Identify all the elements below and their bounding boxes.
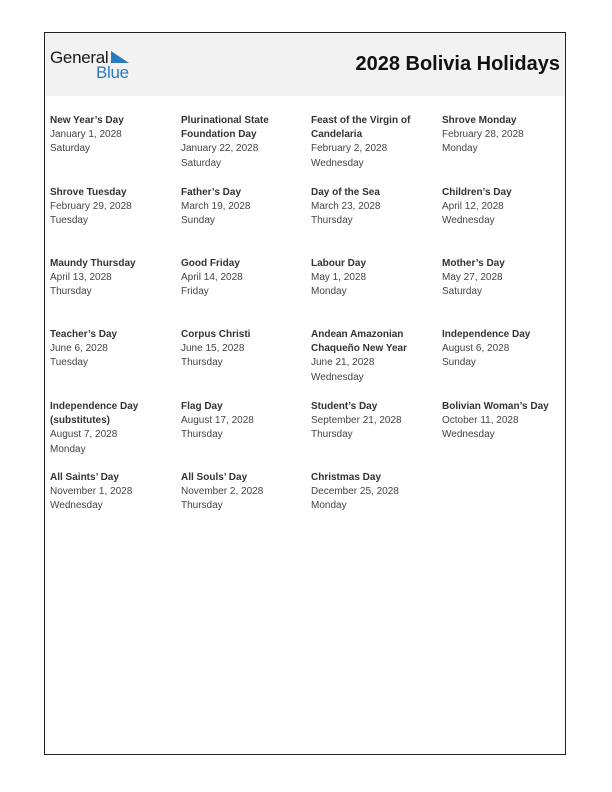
holiday-entry <box>442 257 567 300</box>
holiday-date: October 11, 2028 <box>442 415 519 427</box>
holiday-date: August 7, 2028 <box>50 429 118 441</box>
holiday-date: September 21, 2028 <box>311 415 402 427</box>
holiday-name: Independence Day (substitutes) <box>50 401 139 427</box>
logo-triangle-icon <box>111 51 129 63</box>
holiday-entry <box>311 257 436 300</box>
holiday-name: Student’s Day <box>311 401 378 412</box>
holiday-weekday: Thursday <box>311 215 353 227</box>
logo-word-blue: Blue <box>96 63 129 82</box>
holiday-date: August 17, 2028 <box>181 415 254 427</box>
holiday-weekday: Sunday <box>442 357 476 369</box>
holiday-name: Independence Day <box>442 329 531 340</box>
holiday-date: January 22, 2028 <box>181 143 259 155</box>
holiday-name: New Year’s Day <box>50 115 124 126</box>
holiday-weekday: Monday <box>311 500 347 512</box>
holiday-weekday: Monday <box>311 286 347 298</box>
holiday-entry <box>181 257 306 300</box>
holiday-entry <box>442 186 567 229</box>
holiday-weekday: Wednesday <box>311 157 364 169</box>
holiday-entry <box>50 186 175 229</box>
holiday-entry <box>50 471 175 514</box>
holiday-weekday: Thursday <box>181 429 223 441</box>
holiday-weekday: Wednesday <box>50 500 103 512</box>
holiday-date: April 13, 2028 <box>50 272 112 284</box>
holiday-date: February 2, 2028 <box>311 143 388 155</box>
generalblue-logo <box>50 48 140 82</box>
holiday-entry <box>181 471 306 514</box>
holiday-date: April 14, 2028 <box>181 272 243 284</box>
holiday-weekday: Wednesday <box>442 215 495 227</box>
holiday-weekday: Saturday <box>181 157 222 169</box>
holiday-date: June 6, 2028 <box>50 343 108 355</box>
holiday-entry <box>181 114 306 171</box>
holiday-name: All Saints’ Day <box>50 472 119 483</box>
holiday-name: Good Friday <box>181 258 240 269</box>
holiday-date: April 12, 2028 <box>442 201 504 213</box>
holiday-name: Flag Day <box>181 401 223 412</box>
holiday-name: Labour Day <box>311 258 367 269</box>
holiday-entry <box>181 186 306 229</box>
holiday-weekday: Saturday <box>442 286 483 298</box>
holiday-entry <box>50 257 175 300</box>
header-band <box>45 33 565 96</box>
holiday-date: June 15, 2028 <box>181 343 245 355</box>
holiday-weekday: Monday <box>442 143 478 155</box>
holiday-weekday: Thursday <box>181 500 223 512</box>
holiday-name: Corpus Christi <box>181 329 251 340</box>
holiday-name: Maundy Thursday <box>50 258 136 269</box>
holiday-date: January 1, 2028 <box>50 129 122 141</box>
holiday-weekday: Thursday <box>311 429 353 441</box>
holiday-entry <box>442 400 567 443</box>
holiday-weekday: Saturday <box>50 143 91 155</box>
holiday-name: Shrove Monday <box>442 115 517 126</box>
holiday-date: May 1, 2028 <box>311 272 367 284</box>
holiday-entry <box>311 400 436 443</box>
holiday-weekday: Wednesday <box>442 429 495 441</box>
holiday-date: June 21, 2028 <box>311 357 375 369</box>
holiday-entry <box>311 186 436 229</box>
holiday-weekday: Thursday <box>50 286 92 298</box>
holiday-entry <box>181 328 306 371</box>
holiday-entry <box>50 114 175 157</box>
holiday-entry <box>311 471 436 514</box>
holiday-name: Mother’s Day <box>442 258 505 269</box>
holiday-name: Day of the Sea <box>311 187 380 198</box>
holiday-name: Shrove Tuesday <box>50 187 127 198</box>
holiday-entry <box>181 400 306 443</box>
holiday-name: Children’s Day <box>442 187 512 198</box>
holiday-date: December 25, 2028 <box>311 486 399 498</box>
holiday-date: November 1, 2028 <box>50 486 133 498</box>
holiday-entry <box>442 114 567 157</box>
holiday-weekday: Wednesday <box>311 371 364 383</box>
holiday-weekday: Tuesday <box>50 215 88 227</box>
holiday-name: Father’s Day <box>181 187 242 198</box>
holiday-name: Plurinational State Foundation Day <box>181 115 269 141</box>
holiday-date: August 6, 2028 <box>442 343 510 355</box>
holiday-entry <box>311 328 436 385</box>
holiday-name: Andean Amazonian Chaqueño New Year <box>311 329 407 355</box>
holiday-entry <box>50 328 175 371</box>
holiday-entry <box>311 114 436 171</box>
holiday-date: May 27, 2028 <box>442 272 503 284</box>
holiday-name: Bolivian Woman’s Day <box>442 401 549 412</box>
holiday-weekday: Monday <box>50 443 86 455</box>
page-title: 2028 Bolivia Holidays <box>355 53 560 75</box>
holiday-date: February 29, 2028 <box>50 201 132 213</box>
holiday-weekday: Thursday <box>181 357 223 369</box>
holiday-weekday: Sunday <box>181 215 215 227</box>
holiday-date: March 23, 2028 <box>311 201 381 213</box>
holiday-date: March 19, 2028 <box>181 201 251 213</box>
holiday-weekday: Friday <box>181 286 209 298</box>
holiday-name: Feast of the Virgin of Candelaria <box>311 115 411 141</box>
holiday-entry <box>50 400 175 457</box>
holiday-date: November 2, 2028 <box>181 486 264 498</box>
holiday-weekday: Tuesday <box>50 357 88 369</box>
logo-word-general: General <box>50 48 109 67</box>
holiday-name: Christmas Day <box>311 472 382 483</box>
holiday-date: February 28, 2028 <box>442 129 524 141</box>
holiday-entry <box>442 328 567 371</box>
holiday-name: All Souls’ Day <box>181 472 248 483</box>
holiday-name: Teacher’s Day <box>50 329 118 340</box>
